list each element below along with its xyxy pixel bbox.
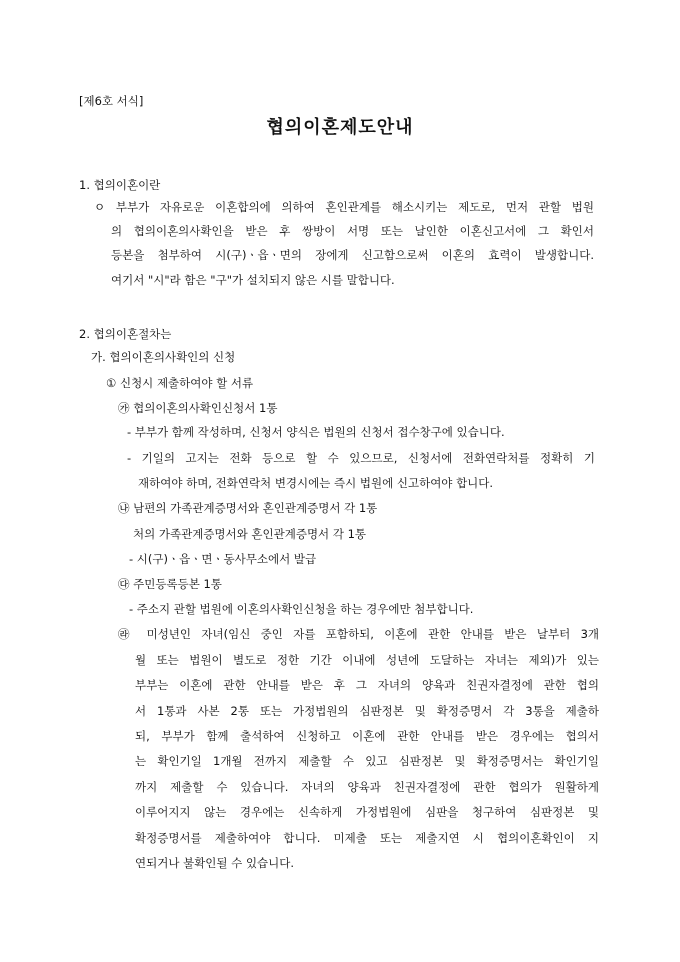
section1-line-1: ㅇ 부부가 자유로운 이혼합의에 의하여 혼인관계를 해소시키는 제도로, 먼저 관할 법원 <box>94 200 594 214</box>
section2-heading: 2. 협의이혼절차는 <box>79 327 172 341</box>
item-1-heading: ① 신청시 제출하여야 할 서류 <box>106 376 254 390</box>
section1-line-3: 등본을 첨부하여 시(구)ㆍ읍ㆍ면의 장에게 신고함으로써 이혼의 효력이 발생합니다. <box>111 248 594 262</box>
doc-ra-line-6: 는 확인기일 1개월 전까지 제출할 수 있고 심판정본 및 확정증명서는 확인기일 <box>135 754 599 768</box>
doc-ra-line-4: 서 1통과 사본 2통 또는 가정법원의 심판정본 및 확정증명서 각 3통을 제출하 <box>135 704 599 718</box>
section1-heading: 1. 협의이혼이란 <box>79 178 161 192</box>
doc-ga-note-3: 재하여야 하며, 전화연락처 변경시에는 즉시 법원에 신고하여야 합니다. <box>138 476 494 490</box>
doc-ra-line-10: 연되거나 불확인될 수 있습니다. <box>135 856 295 870</box>
doc-ra-line-7: 까지 제출할 수 있습니다. 자녀의 양육과 친권자결정에 관한 협의가 원활하게 <box>135 780 599 794</box>
doc-ga-note-1: - 부부가 함께 작성하며, 신청서 양식은 법원의 신청서 접수창구에 있습니다. <box>127 425 505 439</box>
doc-na-line-2: 처의 가족관계증명서와 혼인관계증명서 각 1통 <box>133 527 367 541</box>
doc-ra-line-2: 월 또는 법원이 별도로 정한 기간 이내에 성년에 도달하는 자녀는 제외)가 있는 <box>135 653 599 667</box>
section1-line-2: 의 협의이혼의사확인을 받은 후 쌍방이 서명 또는 날인한 이혼신고서에 그 확인서 <box>111 224 594 238</box>
doc-ra-line-3: 부부는 이혼에 관한 안내를 받은 후 그 자녀의 양육과 친권자결정에 관한 협의 <box>135 678 599 692</box>
doc-ra-line-5: 되, 부부가 함께 출석하여 신청하고 이혼에 관한 안내를 받은 경우에는 협의서 <box>135 729 599 743</box>
subsection-ga: 가. 협의이혼의사확인의 신청 <box>91 350 236 364</box>
page-title: 협의이혼제도안내 <box>266 117 414 138</box>
form-label: [제6호 서식] <box>79 94 144 108</box>
doc-ra-line-8: 이루어지지 않는 경우에는 신속하게 가정법원에 심판을 청구하여 심판정본 및 <box>135 805 599 819</box>
doc-ga-label: ㉮ 협의이혼의사확인신청서 1통 <box>118 401 278 415</box>
doc-da-note: - 주소지 관할 법원에 이혼의사확인신청을 하는 경우에만 첨부합니다. <box>129 602 474 616</box>
doc-ra-line-1: ㉱ 미성년인 자녀(임신 중인 자를 포함하되, 이혼에 관한 안내를 받은 날부터 3개 <box>118 627 599 641</box>
doc-ra-line-9: 확정증명서를 제출하여야 합니다. 미제출 또는 제출지연 시 협의이혼확인이 지 <box>135 831 599 845</box>
section1-line-4: 여기서 "시"라 함은 "구"가 설치되지 않은 시를 말합니다. <box>111 273 395 287</box>
doc-ga-note-2: - 기일의 고지는 전화 등으로 할 수 있으므로, 신청서에 전화연락처를 정확히 기 <box>127 451 595 465</box>
doc-na-note: - 시(구)ㆍ읍ㆍ면ㆍ동사무소에서 발급 <box>129 552 317 566</box>
doc-da-label: ㉰ 주민등록등본 1통 <box>118 577 222 591</box>
doc-na-label: ㉯ 남편의 가족관계증명서와 혼인관계증명서 각 1통 <box>118 501 378 515</box>
